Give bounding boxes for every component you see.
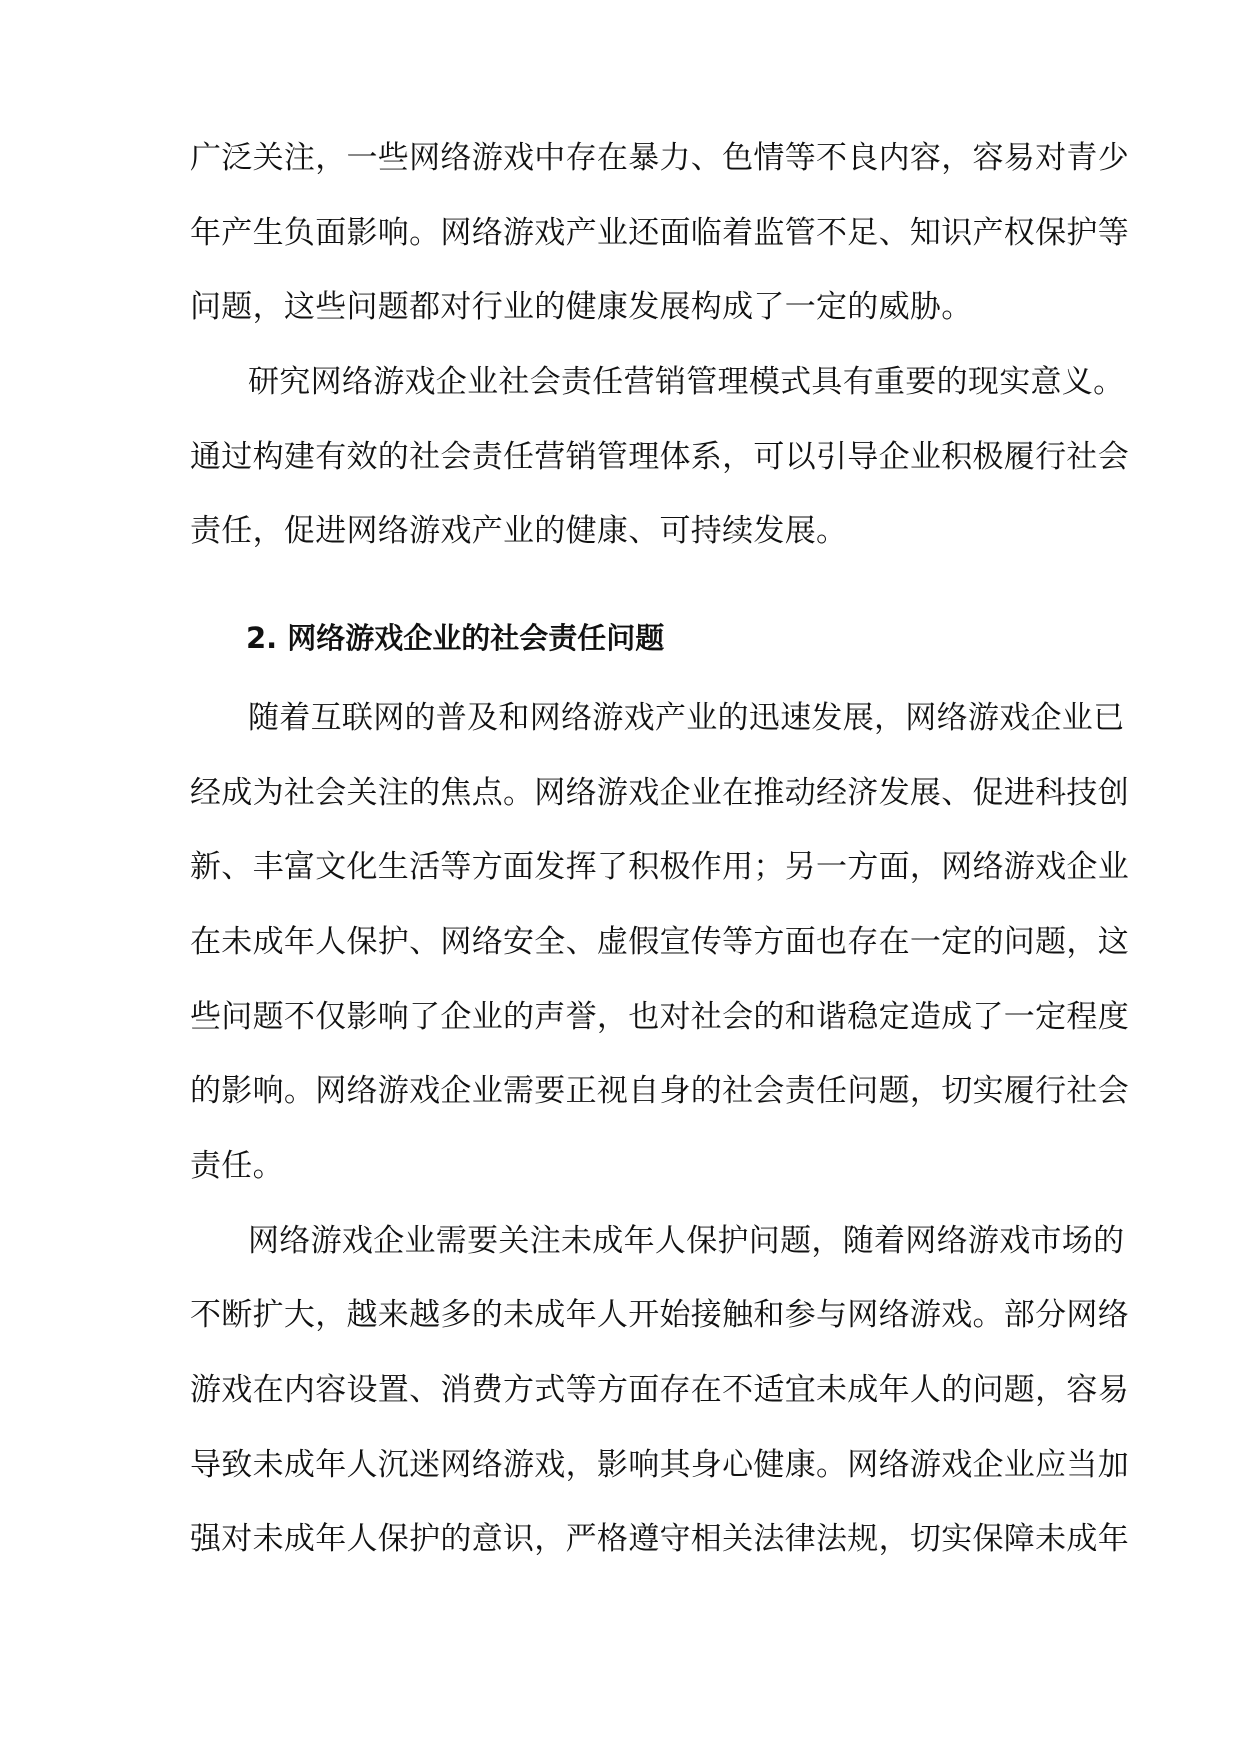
paragraph-3-line-3: 新、丰富文化生活等方面发挥了积极作用；另一方面，网络游戏企业: [190, 849, 1129, 885]
paragraph-3-line-7: 责任。: [190, 1148, 284, 1184]
paragraph-3-line-4: 在未成年人保护、网络安全、虚假宣传等方面也存在一定的问题，这: [190, 924, 1129, 960]
paragraph-2-line-2: 通过构建有效的社会责任营销管理体系，可以引导企业积极履行社会: [190, 439, 1129, 475]
paragraph-4-line-3: 游戏在内容设置、消费方式等方面存在不适宜未成年人的问题，容易: [190, 1372, 1129, 1408]
paragraph-4-line-4: 导致未成年人沉迷网络游戏，影响其身心健康。网络游戏企业应当加: [190, 1447, 1129, 1483]
paragraph-3-line-1: 随着互联网的普及和网络游戏产业的迅速发展，网络游戏企业已: [248, 700, 1125, 736]
paragraph-1-line-2: 年产生负面影响。网络游戏产业还面临着监管不足、知识产权保护等: [190, 215, 1129, 251]
paragraph-3-line-2: 经成为社会关注的焦点。网络游戏企业在推动经济发展、促进科技创: [190, 775, 1129, 811]
paragraph-2-line-1: 研究网络游戏企业社会责任营销管理模式具有重要的现实意义。: [248, 364, 1125, 400]
paragraph-3-line-5: 些问题不仅影响了企业的声誉，也对社会的和谐稳定造成了一定程度: [190, 999, 1129, 1035]
paragraph-2-line-3: 责任，促进网络游戏产业的健康、可持续发展。: [190, 513, 848, 549]
paragraph-3-line-6: 的影响。网络游戏企业需要正视自身的社会责任问题，切实履行社会: [190, 1073, 1129, 1109]
paragraph-4-line-2: 不断扩大，越来越多的未成年人开始接触和参与网络游戏。部分网络: [190, 1297, 1129, 1333]
section-2-heading: 2. 网络游戏企业的社会责任问题: [246, 621, 665, 655]
paragraph-1-line-1: 广泛关注，一些网络游戏中存在暴力、色情等不良内容，容易对青少: [190, 140, 1129, 176]
paragraph-1-line-3: 问题，这些问题都对行业的健康发展构成了一定的威胁。: [190, 289, 973, 325]
paragraph-4-line-1: 网络游戏企业需要关注未成年人保护问题，随着网络游戏市场的: [248, 1223, 1125, 1259]
paragraph-4-line-5: 强对未成年人保护的意识，严格遵守相关法律法规，切实保障未成年: [190, 1521, 1129, 1557]
